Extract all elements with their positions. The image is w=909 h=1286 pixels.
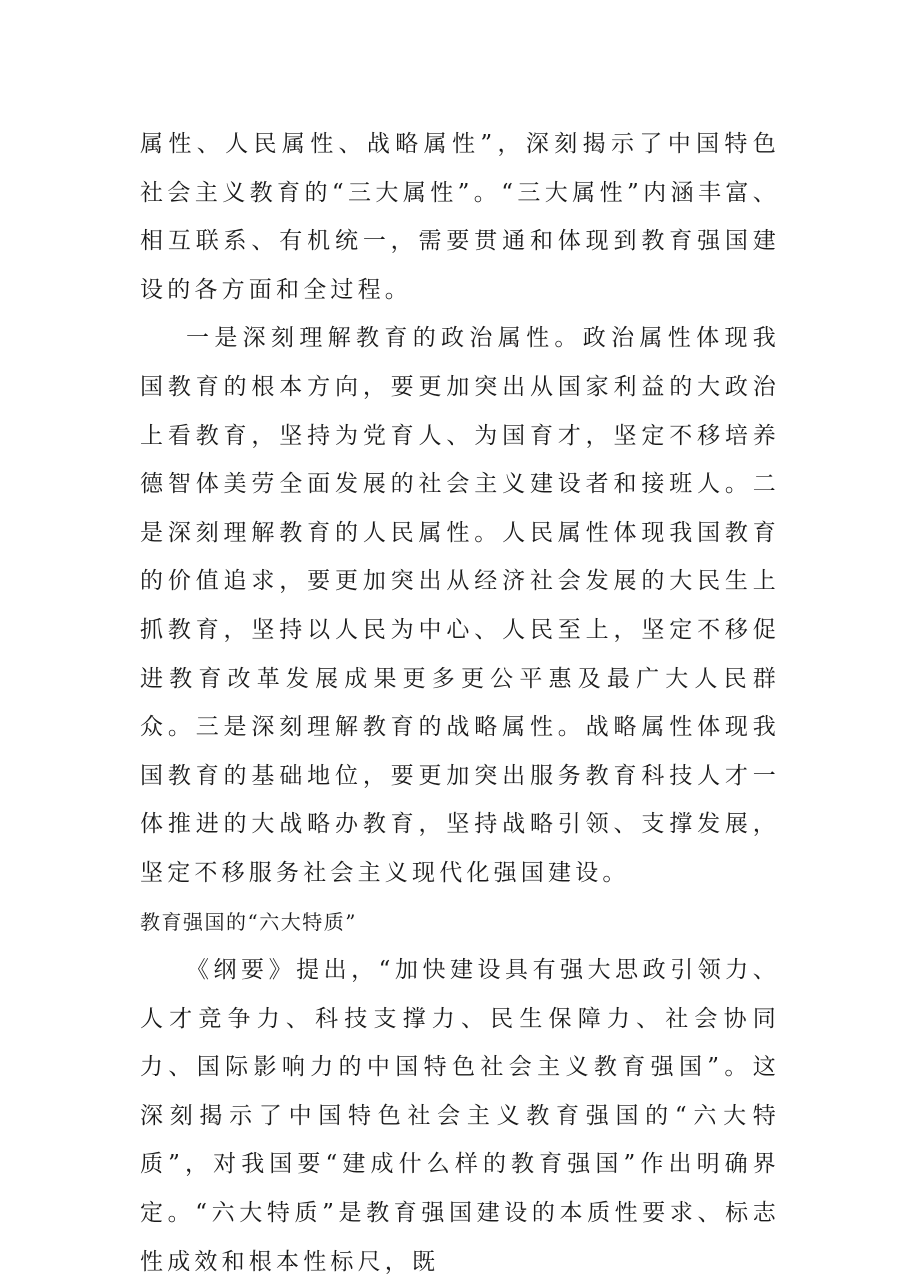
paragraph-three-attributes-intro: 属性、人民属性、战略属性”，深刻揭示了中国特色社会主义教育的“三大属性”。“三大属性”内涵丰富、相互联系、有机统一，需要贯通和体现到教育强国建设的各方面和全过程。	[140, 131, 780, 303]
paragraph-three-attributes-detail: 一是深刻理解教育的政治属性。政治属性体现我国教育的根本方向，要更加突出从国家利益的大政治上看教育，坚持为党育人、为国育才，坚定不移培养德智体美劳全面发展的社会主义建设者和接班人。二是深刻理解教育的人民属性。人民属性体现我国教育的价值追求，要更加突出从经济社会发展的大民生上抓教育，坚持以人民为中心、人民至上，坚定不移促进教育改革发展成果更多更公平惠及最广大人民群众。三是深刻理解教育的战略属性。战略属性体现我国教育的基础地位，要更加突出服务教育科技人才一体推进的大战略办教育，坚持战略引领、支撑发展，坚定不移服务社会主义现代化强国建设。	[140, 325, 780, 886]
document-body	[140, 120, 780, 1286]
section-heading-six-qualities: 教育强国的“六大特质”	[140, 909, 357, 934]
paragraph-six-qualities: 《纲要》提出，“加快建设具有强大思政引领力、人才竞争力、科技支撑力、民生保障力、社会协同力、国际影响力的中国特色社会主义教育强国”。这深刻揭示了中国特色社会主义教育强国的“六大特质”，对我国要“建成什么样的教育强国”作出明确界定。“六大特质”是教育强国建设的本质性要求、标志性成效和根本性标尺，既	[140, 957, 780, 1275]
